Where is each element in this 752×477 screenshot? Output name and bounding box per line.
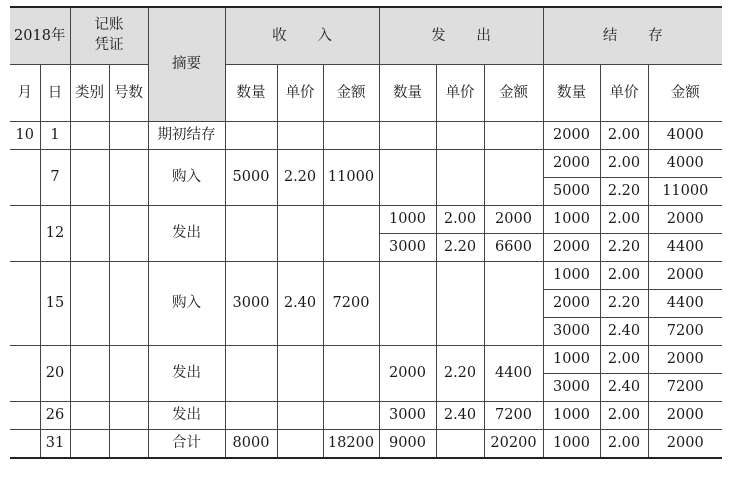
cell-out-qty: 3000: [379, 234, 436, 262]
ledger-body: [10, 122, 722, 459]
cell-in-price: [277, 122, 323, 150]
header-in-amount: 金额: [323, 65, 379, 122]
cell-bal-amount: 2000: [648, 402, 722, 430]
cell-number: [109, 262, 148, 346]
cell-type: [70, 122, 109, 150]
cell-bal-amount: 4000: [648, 122, 722, 150]
cell-bal-qty: 1000: [543, 430, 600, 459]
cell-bal-price: 2.00: [600, 346, 648, 374]
cell-bal-price: 2.00: [600, 402, 648, 430]
cell-bal-amount: 4400: [648, 290, 722, 318]
cell-bal-amount: 2000: [648, 206, 722, 234]
header-group-income: [225, 7, 379, 65]
cell-type: [70, 150, 109, 206]
cell-in-qty: [225, 122, 277, 150]
cell-out-qty: 9000: [379, 430, 436, 459]
header-bal-price: 单价: [600, 65, 648, 122]
cell-out-qty: [379, 150, 436, 206]
header-out-amount: 金额: [484, 65, 543, 122]
cell-number: [109, 346, 148, 402]
cell-bal-price: 2.00: [600, 150, 648, 178]
cell-out-amount: 20200: [484, 430, 543, 459]
cell-summary: 购入: [148, 262, 225, 346]
cell-out-price: [436, 150, 484, 206]
header-out-qty: 数量: [379, 65, 436, 122]
header-summary: 摘要: [148, 7, 225, 122]
header-month: 月: [10, 65, 40, 122]
cell-bal-amount: 2000: [648, 346, 722, 374]
cell-in-price: [277, 206, 323, 262]
cell-number: [109, 122, 148, 150]
table-row: [10, 430, 722, 459]
cell-number: [109, 430, 148, 459]
cell-day: 15: [40, 262, 70, 346]
cell-in-price: [277, 402, 323, 430]
cell-in-amount: 18200: [323, 430, 379, 459]
cell-out-amount: 4400: [484, 346, 543, 402]
cell-type: [70, 206, 109, 262]
cell-out-qty: 1000: [379, 206, 436, 234]
cell-day: 20: [40, 346, 70, 402]
cell-in-amount: 11000: [323, 150, 379, 206]
inventory-ledger-table: [10, 6, 722, 459]
cell-month: [10, 150, 40, 206]
cell-out-price: 2.00: [436, 206, 484, 234]
cell-summary: 发出: [148, 206, 225, 262]
cell-in-qty: [225, 206, 277, 262]
cell-bal-price: 2.20: [600, 290, 648, 318]
cell-month: [10, 262, 40, 346]
cell-day: 1: [40, 122, 70, 150]
header-group-issue-label: 发 出: [431, 27, 504, 44]
cell-summary: 购入: [148, 150, 225, 206]
header-voucher-line2: 凭证: [94, 37, 124, 53]
cell-bal-price: 2.00: [600, 122, 648, 150]
header-bal-qty: 数量: [543, 65, 600, 122]
table-row: [10, 150, 722, 178]
cell-out-qty: [379, 262, 436, 346]
header-group-income-label: 收 入: [272, 27, 345, 44]
cell-number: [109, 402, 148, 430]
header-day: 日: [40, 65, 70, 122]
cell-summary: 发出: [148, 402, 225, 430]
cell-in-amount: [323, 402, 379, 430]
header-in-qty: 数量: [225, 65, 277, 122]
cell-bal-qty: 2000: [543, 234, 600, 262]
cell-bal-qty: 1000: [543, 262, 600, 290]
header-out-price: 单价: [436, 65, 484, 122]
header-number: 号数: [109, 65, 148, 122]
header-voucher-line1: 记账: [94, 17, 124, 34]
cell-out-qty: 3000: [379, 402, 436, 430]
cell-out-amount: 6600: [484, 234, 543, 262]
cell-bal-qty: 5000: [543, 178, 600, 206]
header-group-balance: [543, 7, 722, 65]
table-row: [10, 346, 722, 374]
cell-bal-price: 2.40: [600, 318, 648, 346]
cell-bal-amount: 2000: [648, 262, 722, 290]
cell-out-amount: 7200: [484, 402, 543, 430]
cell-type: [70, 402, 109, 430]
cell-out-price: [436, 262, 484, 346]
cell-bal-price: 2.20: [600, 178, 648, 206]
cell-summary: 发出: [148, 346, 225, 402]
header-voucher: [70, 7, 148, 65]
cell-type: [70, 346, 109, 402]
cell-out-amount: [484, 150, 543, 206]
cell-out-amount: 2000: [484, 206, 543, 234]
cell-bal-price: 2.40: [600, 374, 648, 402]
cell-in-price: 2.40: [277, 262, 323, 346]
cell-in-price: [277, 430, 323, 459]
cell-in-amount: 7200: [323, 262, 379, 346]
cell-bal-amount: 4400: [648, 234, 722, 262]
header-in-price: 单价: [277, 65, 323, 122]
table-row: [10, 262, 722, 290]
cell-type: [70, 262, 109, 346]
cell-in-qty: [225, 346, 277, 402]
cell-in-amount: [323, 346, 379, 402]
cell-type: [70, 430, 109, 459]
cell-out-price: [436, 430, 484, 459]
cell-bal-price: 2.00: [600, 262, 648, 290]
cell-in-qty: 5000: [225, 150, 277, 206]
header-year: 2018年: [10, 7, 70, 65]
header-type: 类别: [70, 65, 109, 122]
cell-day: 31: [40, 430, 70, 459]
cell-in-price: 2.20: [277, 150, 323, 206]
table-row: [10, 402, 722, 430]
cell-out-amount: [484, 262, 543, 346]
cell-number: [109, 150, 148, 206]
cell-bal-price: 2.00: [600, 430, 648, 459]
cell-bal-qty: 3000: [543, 318, 600, 346]
cell-month: [10, 206, 40, 262]
cell-in-qty: [225, 402, 277, 430]
table-row: [10, 122, 722, 150]
cell-month: [10, 346, 40, 402]
cell-in-amount: [323, 122, 379, 150]
cell-bal-qty: 1000: [543, 206, 600, 234]
cell-bal-qty: 2000: [543, 150, 600, 178]
cell-in-price: [277, 346, 323, 402]
header-bal-amount: 金额: [648, 65, 722, 122]
cell-summary: 期初结存: [148, 122, 225, 150]
cell-day: 12: [40, 206, 70, 262]
cell-month: [10, 430, 40, 459]
cell-out-price: 2.20: [436, 234, 484, 262]
cell-bal-price: 2.20: [600, 234, 648, 262]
cell-day: 26: [40, 402, 70, 430]
cell-month: 10: [10, 122, 40, 150]
cell-out-price: 2.40: [436, 402, 484, 430]
cell-bal-qty: 1000: [543, 346, 600, 374]
cell-out-price: 2.20: [436, 346, 484, 402]
cell-number: [109, 206, 148, 262]
cell-in-qty: 8000: [225, 430, 277, 459]
cell-bal-qty: 1000: [543, 402, 600, 430]
header-group-issue: [379, 7, 543, 65]
cell-day: 7: [40, 150, 70, 206]
cell-out-price: [436, 122, 484, 150]
cell-bal-amount: 2000: [648, 430, 722, 459]
cell-bal-amount: 7200: [648, 374, 722, 402]
cell-in-qty: 3000: [225, 262, 277, 346]
cell-summary: 合计: [148, 430, 225, 459]
header-group-balance-label: 结 存: [602, 27, 676, 44]
cell-bal-price: 2.00: [600, 206, 648, 234]
cell-out-qty: 2000: [379, 346, 436, 402]
cell-bal-qty: 2000: [543, 122, 600, 150]
cell-bal-amount: 4000: [648, 150, 722, 178]
cell-bal-qty: 3000: [543, 374, 600, 402]
table-row: [10, 206, 722, 234]
cell-bal-amount: 7200: [648, 318, 722, 346]
cell-in-amount: [323, 206, 379, 262]
cell-bal-amount: 11000: [648, 178, 722, 206]
cell-bal-qty: 2000: [543, 290, 600, 318]
cell-out-qty: [379, 122, 436, 150]
cell-month: [10, 402, 40, 430]
cell-out-amount: [484, 122, 543, 150]
